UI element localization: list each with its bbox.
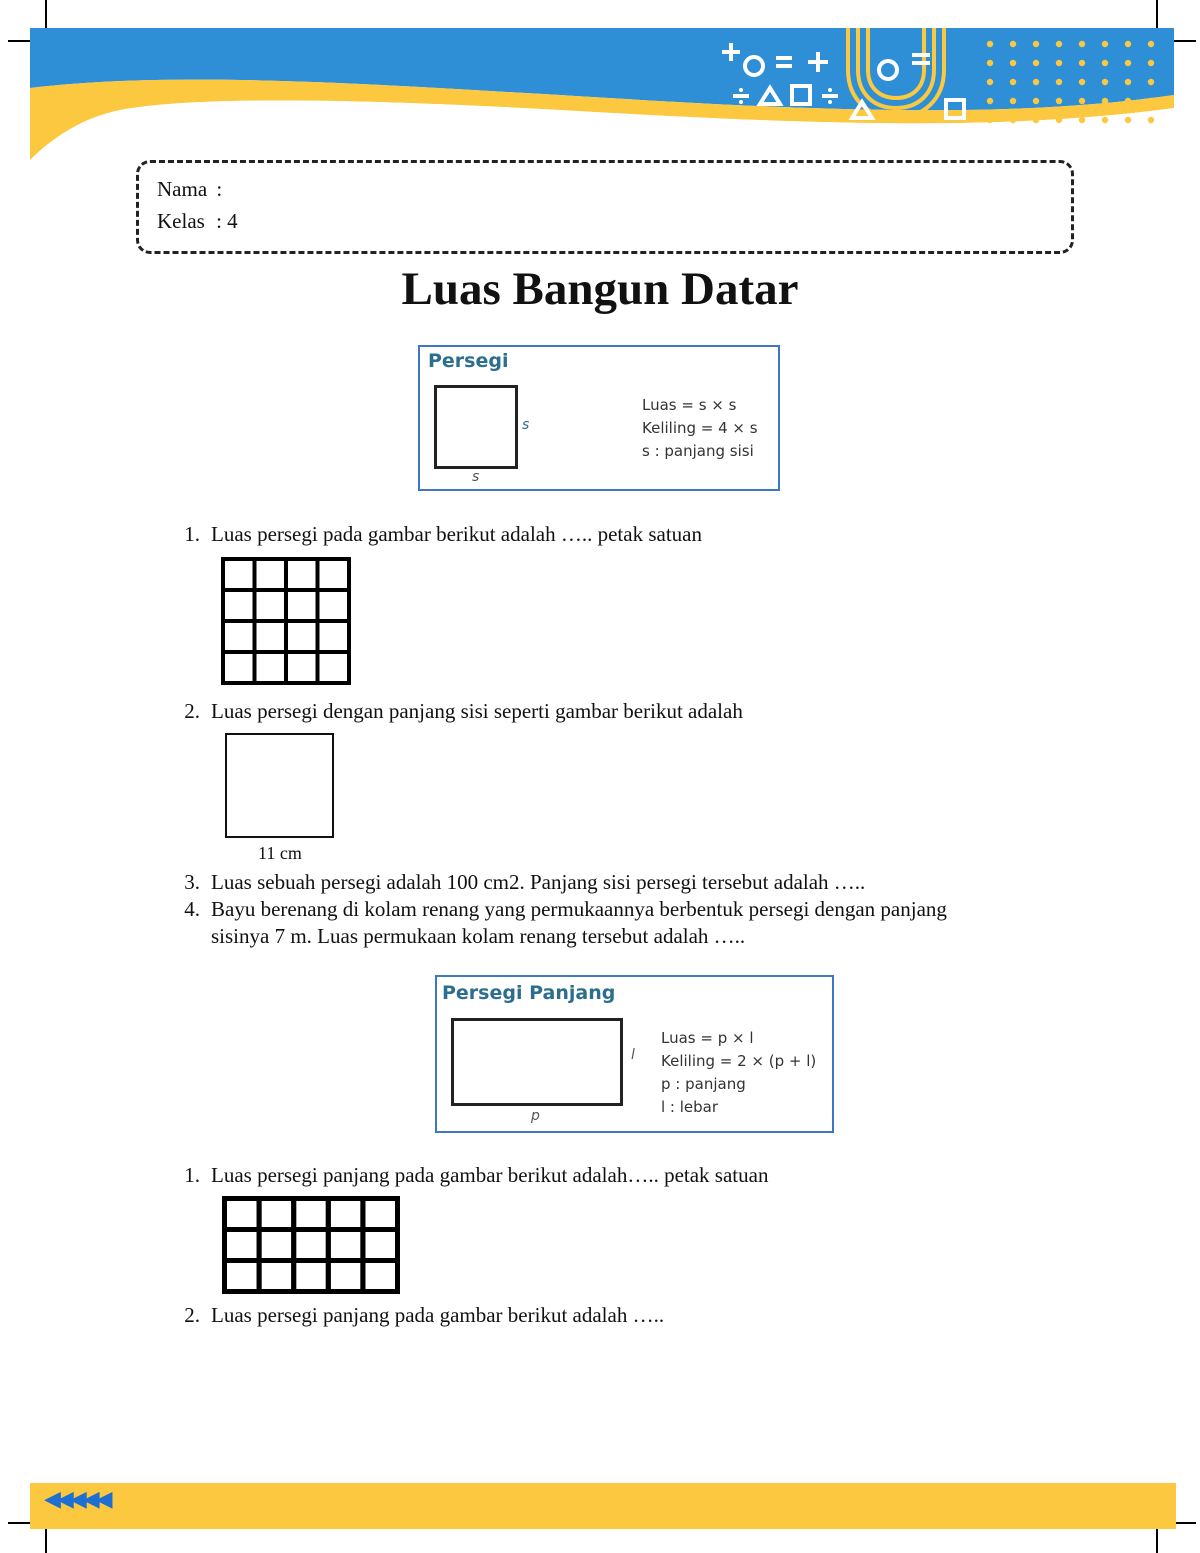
decor-dot xyxy=(1033,79,1039,85)
decor-dot xyxy=(1148,79,1154,85)
persegi-panjang-formula-list xyxy=(661,1027,816,1119)
persegi-formula-line: Keliling = 4 × s xyxy=(642,419,758,437)
grid-cell xyxy=(259,1261,294,1292)
question-number: 1. xyxy=(184,1163,200,1187)
question-number: 1. xyxy=(184,522,200,546)
name-row xyxy=(157,177,222,202)
grid-cell xyxy=(286,590,318,621)
decor-dot xyxy=(987,41,993,47)
persegi-panjang-formula-line: Luas = p × l xyxy=(661,1029,754,1047)
page-title: Luas Bangun Datar xyxy=(401,263,799,315)
decor-dot xyxy=(1079,117,1085,123)
persegi-panjang-formula-line: p : panjang xyxy=(661,1075,746,1093)
grid-cell xyxy=(286,621,318,652)
question-text: Bayu berenang di kolam renang yang permukaannya berbentuk persegi dengan panjang xyxy=(211,897,947,921)
decor-dot xyxy=(987,79,993,85)
decor-dot xyxy=(1056,98,1062,104)
decor-dot xyxy=(1148,41,1154,47)
decor-dot xyxy=(1056,117,1062,123)
grid-cell xyxy=(318,621,350,652)
decor-dot xyxy=(1033,117,1039,123)
decor-dot xyxy=(1010,79,1016,85)
persegi-panjang-formula-box xyxy=(435,975,834,1133)
square-side-label: 11 cm xyxy=(258,843,302,863)
question-text: Luas persegi panjang pada gambar berikut adalah ….. xyxy=(211,1303,665,1327)
square-figure xyxy=(225,733,334,838)
decor-dot xyxy=(1079,41,1085,47)
length-label: p xyxy=(531,1108,540,1124)
decor-dot xyxy=(1125,98,1131,104)
question-text: Luas sebuah persegi adalah 100 cm2. Panjang sisi persegi tersebut adalah ….. xyxy=(211,870,866,894)
persegi-box-title: Persegi xyxy=(428,350,509,372)
persegi-formula-line: Luas = s × s xyxy=(642,396,737,414)
decor-dot xyxy=(1102,41,1108,47)
decor-dot xyxy=(1148,98,1154,104)
decor-dot xyxy=(1102,60,1108,66)
grid-cell xyxy=(225,1199,260,1230)
decor-dot xyxy=(1079,79,1085,85)
decor-dot xyxy=(1102,98,1108,104)
grid-cell xyxy=(328,1230,363,1261)
decor-dot xyxy=(1010,117,1016,123)
decor-dot xyxy=(1056,60,1062,66)
grid-cell xyxy=(225,1230,260,1261)
decor-dot xyxy=(987,117,993,123)
decor-dot xyxy=(1056,79,1062,85)
persegi-panjang-formula-line: l : lebar xyxy=(661,1098,719,1116)
grid-cell xyxy=(223,652,255,683)
decor-dot xyxy=(1148,117,1154,123)
persegi-panjang-formula-line: Keliling = 2 × (p + l) xyxy=(661,1052,817,1070)
decor-dot xyxy=(987,98,993,104)
grid-cell xyxy=(225,1261,260,1292)
question-number: 4. xyxy=(184,897,200,921)
name-label: Nama xyxy=(157,177,208,201)
grid-cell xyxy=(286,559,318,590)
rectangle-figure xyxy=(451,1018,623,1106)
grid-3x5-figure xyxy=(222,1196,400,1294)
footer-arrows-icon: ◀◀◀◀◀ xyxy=(44,1486,109,1511)
class-value: : 4 xyxy=(216,209,238,233)
grid-cell xyxy=(363,1199,398,1230)
decor-dot xyxy=(1125,79,1131,85)
question-number: 3. xyxy=(184,870,200,894)
grid-cell xyxy=(294,1199,329,1230)
question-text: Luas persegi pada gambar berikut adalah ….. petak satuan xyxy=(211,522,702,546)
persegi-panjang-box-title: Persegi Panjang xyxy=(442,982,616,1004)
decor-dot xyxy=(1010,98,1016,104)
class-label: Kelas xyxy=(157,209,205,233)
question-number: 2. xyxy=(184,699,200,723)
decor-dot xyxy=(1010,60,1016,66)
grid-cell xyxy=(223,559,255,590)
question-text: Luas persegi dengan panjang sisi seperti gambar berikut adalah xyxy=(211,699,743,723)
persegi-side-label-right: s xyxy=(522,417,530,433)
grid-cell xyxy=(318,559,350,590)
grid-cell xyxy=(328,1199,363,1230)
decor-dot xyxy=(1056,41,1062,47)
decor-dot xyxy=(1079,60,1085,66)
decor-dot xyxy=(1102,117,1108,123)
question-number: 2. xyxy=(184,1303,200,1327)
grid-cell xyxy=(363,1261,398,1292)
grid-cell xyxy=(255,590,287,621)
student-info-box xyxy=(136,160,1074,254)
decor-dot xyxy=(1102,79,1108,85)
grid-cell xyxy=(259,1230,294,1261)
decor-dot xyxy=(1079,98,1085,104)
decor-dot xyxy=(1125,41,1131,47)
grid-cell xyxy=(255,621,287,652)
decor-dot xyxy=(1010,41,1016,47)
grid-cell xyxy=(223,621,255,652)
class-row xyxy=(157,209,238,234)
question-text-continued: sisinya 7 m. Luas permukaan kolam renang tersebut adalah ….. xyxy=(211,924,746,948)
persegi-side-label-bottom: s xyxy=(472,469,480,485)
persegi-formula-line: s : panjang sisi xyxy=(642,442,754,460)
decor-dot xyxy=(1125,60,1131,66)
grid-cell xyxy=(318,590,350,621)
name-separator: : xyxy=(216,177,223,201)
persegi-formula-list xyxy=(642,394,758,463)
question-text: Luas persegi panjang pada gambar berikut adalah….. petak satuan xyxy=(211,1163,769,1187)
decor-dot xyxy=(987,60,993,66)
decor-dot xyxy=(1033,41,1039,47)
grid-cell xyxy=(259,1199,294,1230)
grid-cell xyxy=(294,1230,329,1261)
grid-cell xyxy=(294,1261,329,1292)
grid-cell xyxy=(223,590,255,621)
persegi-formula-box xyxy=(418,345,780,491)
grid-cell xyxy=(255,652,287,683)
grid-cell xyxy=(255,559,287,590)
header-banner xyxy=(0,0,1200,170)
decor-dot xyxy=(1148,60,1154,66)
grid-cell xyxy=(318,652,350,683)
persegi-square-figure xyxy=(434,385,518,469)
decor-dot xyxy=(1033,60,1039,66)
grid-4x4-figure xyxy=(221,557,351,685)
grid-cell xyxy=(286,652,318,683)
grid-cell xyxy=(363,1230,398,1261)
decor-dot xyxy=(1125,117,1131,123)
decor-dot xyxy=(1033,98,1039,104)
grid-cell xyxy=(328,1261,363,1292)
width-label: l xyxy=(631,1047,635,1063)
footer-bar xyxy=(30,1483,1176,1529)
